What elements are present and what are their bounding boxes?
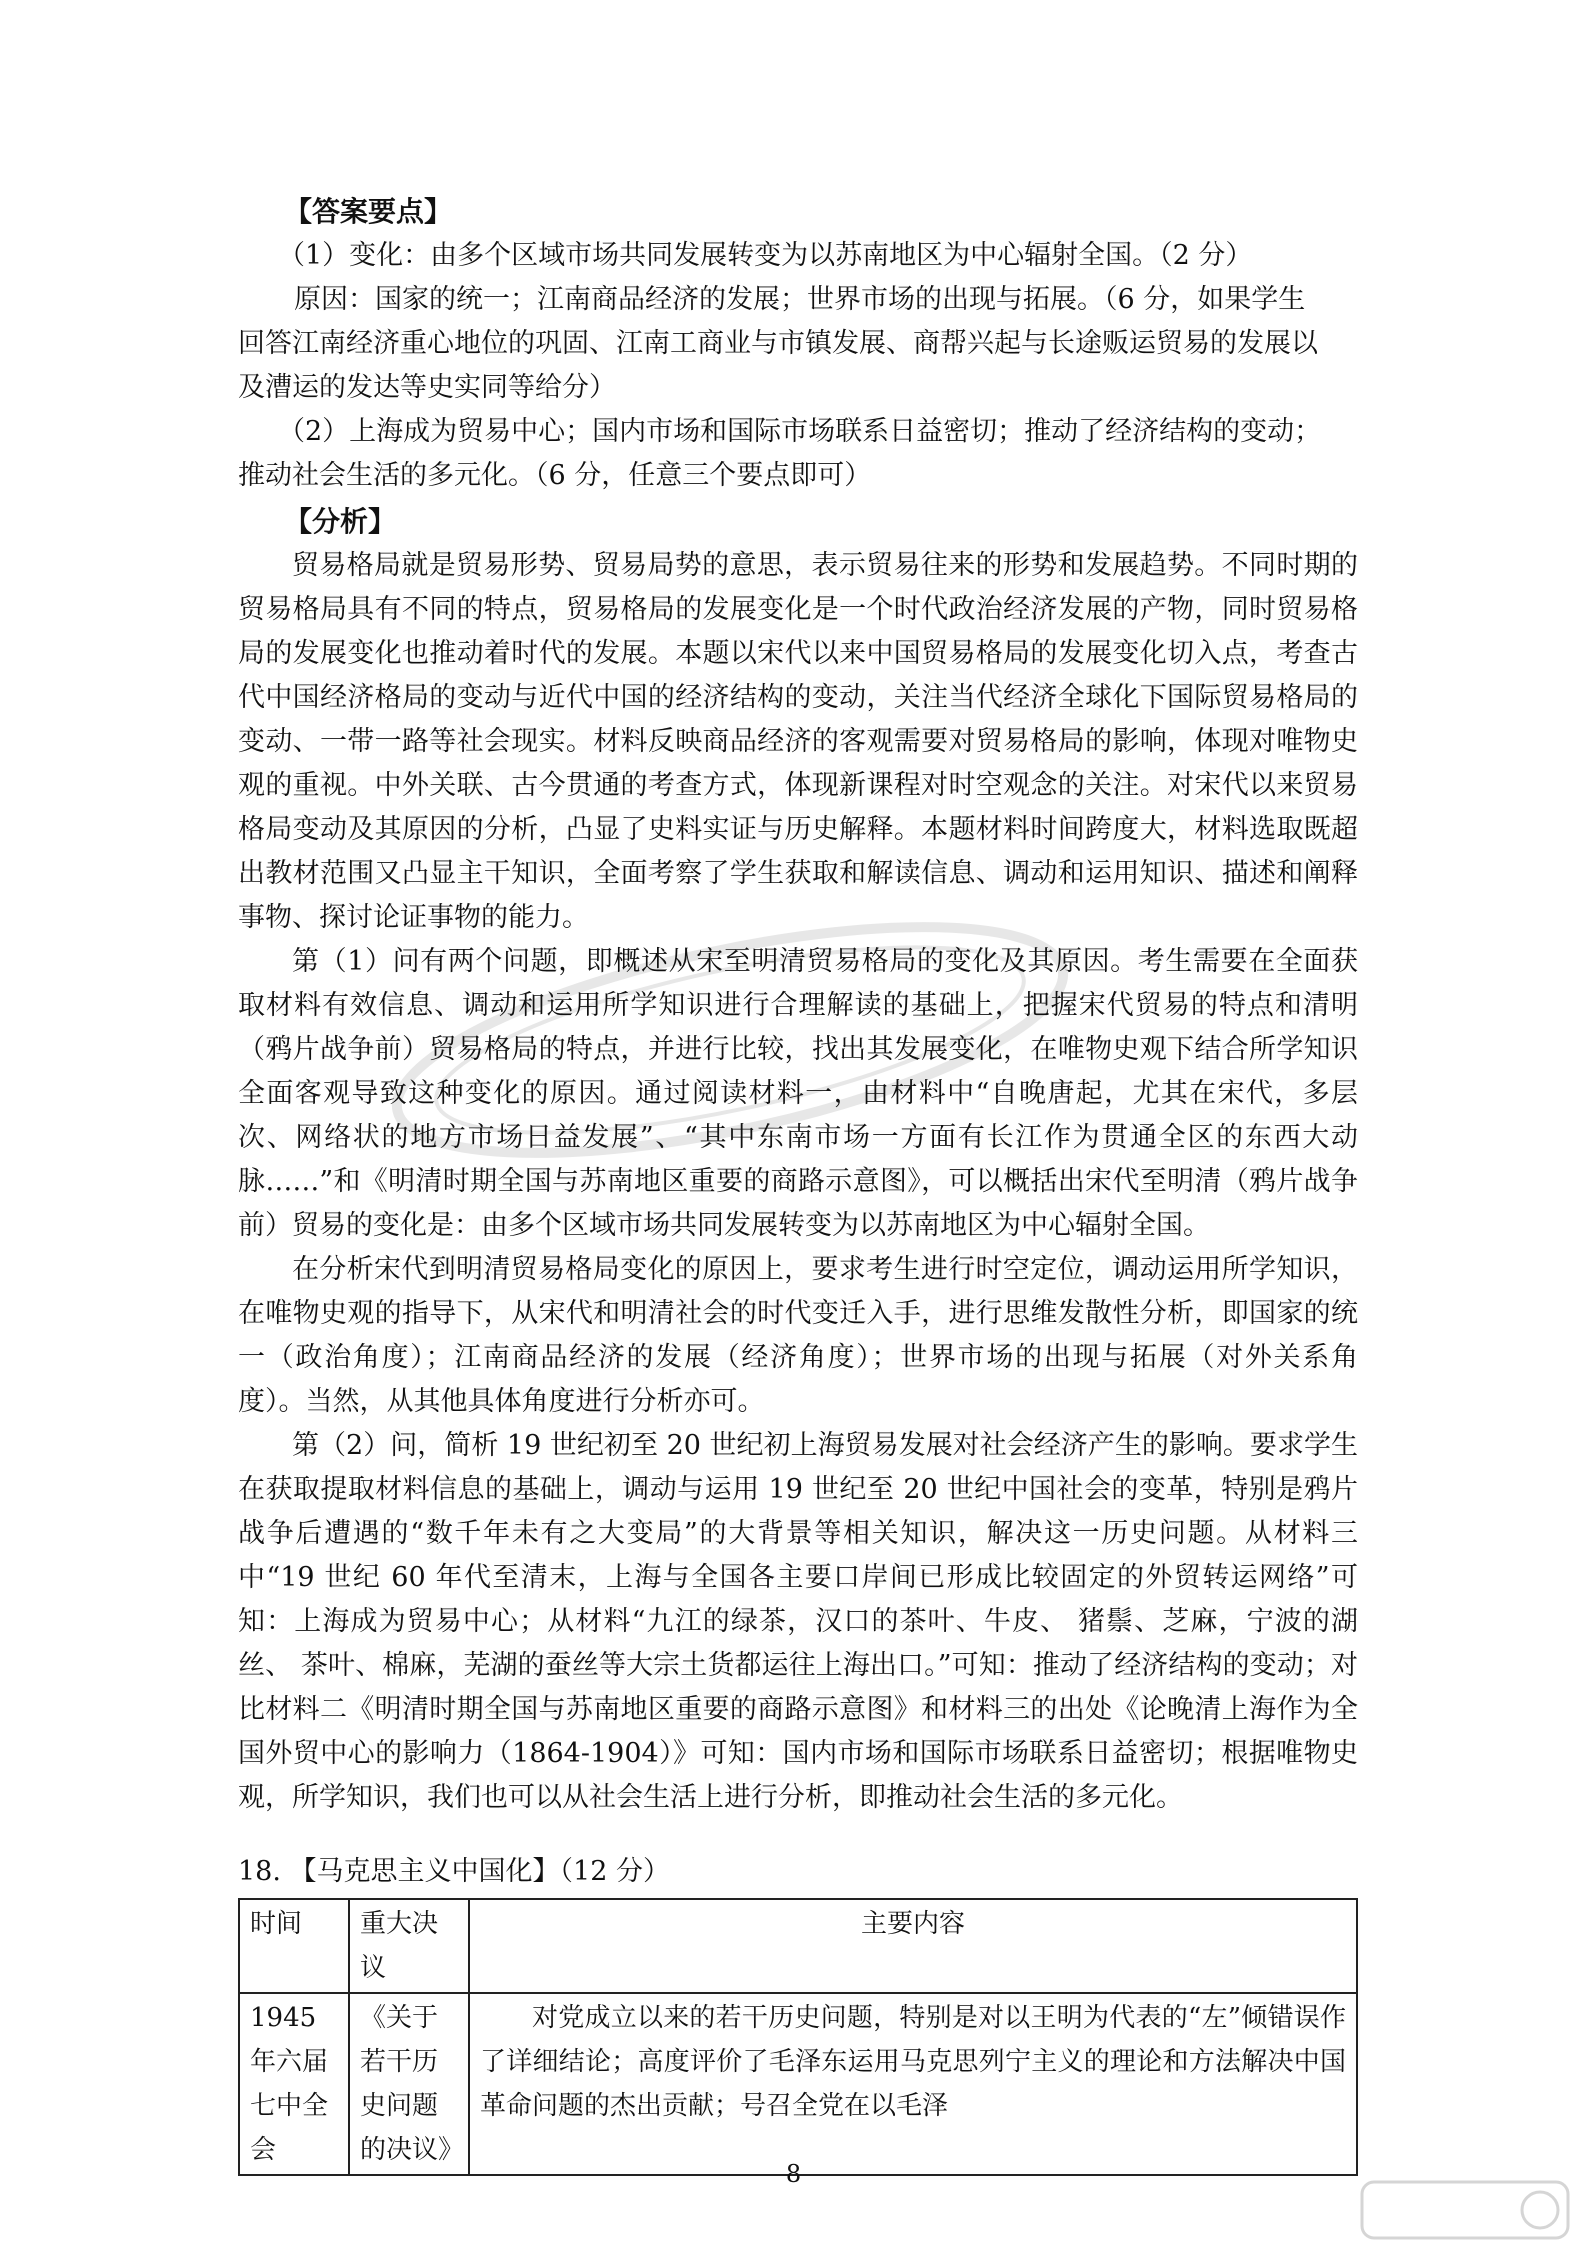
analysis-paragraph: 第（2）问，简析 19 世纪初至 20 世纪初上海贸易发展对社会经济产生的影响。要求学生在获取提取材料信息的基础上，调动与运用 19 世纪至 20 世纪中国社会的变革，特别是鸦片战争后遭遇的“数千年未有之大变局”的大背景等相关知识，解决这一历史问题。从材料三中“19 世纪 60 年代至清末，上海与全国各主要口岸间已形成比较固定的外贸转运网络”可知：上海成为贸易中心；从材料“九江的绿茶，汉口的茶叶、牛皮、 猪鬃、芝麻，宁波的湖丝、 茶叶、棉麻，芜湖的蚕丝等大宗土货都运往上海出口。”可知：推动了经济结构的变动；对比材料二《明清时期全国与苏南地区重要的商路示意图》和材料三的出处《论晚清上海作为全国外贸中心的影响力（1864-1904）》可知：国内市场和国际市场联系日益密切；根据唯物史观，所学知识，我们也可以从社会生活上进行分析，即推动社会生活的多元化。 [238, 1430, 1358, 1813]
resolutions-table [238, 1898, 1358, 2176]
cell-resolution: 《关于若干历史问题的决议》 [349, 1993, 469, 2175]
answer-item1-reason-line: 及漕运的发达等史实同等给分） [238, 372, 616, 403]
table-row [239, 1993, 1357, 2175]
column-header-time: 时间 [239, 1899, 349, 1993]
answer-item2-line: 推动社会生活的多元化。（6 分，任意三个要点即可） [238, 460, 872, 491]
answer-item1-change: （1）变化：由多个区域市场共同发展转变为以苏南地区为中心辐射全国。（2 分） [278, 240, 1253, 271]
cell-content: 对党成立以来的若干历史问题，特别是对以王明为代表的“左”倾错误作了详细结论；高度评价了毛泽东运用马克思列宁主义的理论和方法解决中国革命问题的杰出贡献；号召全党在以毛泽 [469, 1993, 1357, 2175]
answer-item1-reason-line: 回答江南经济重心地位的巩固、江南工商业与市镇发展、商帮兴起与长途贩运贸易的发展以 [238, 328, 1318, 359]
analysis-title: 【分析】 [284, 505, 397, 538]
answer-points-title: 【答案要点】 [284, 195, 453, 228]
analysis-paragraph: 贸易格局就是贸易形势、贸易局势的意思，表示贸易往来的形势和发展趋势。不同时期的贸易格局具有不同的特点，贸易格局的发展变化是一个时代政治经济发展的产物，同时贸易格局的发展变化也推动着时代的发展。本题以宋代以来中国贸易格局的发展变化切入点，考查古代中国经济格局的变动与近代中国的经济结构的变动，关注当代经济全球化下国际贸易格局的变动、一带一路等社会现实。材料反映商品经济的客观需要对贸易格局的影响，体现对唯物史观的重视。中外关联、古今贯通的考查方式，体现新课程对时空观念的关注。对宋代以来贸易格局变动及其原因的分析，凸显了史料实证与历史解释。本题材料时间跨度大，材料选取既超出教材范围又凸显主干知识，全面考察了学生获取和解读信息、调动和运用知识、描述和阐释事物、探讨论证事物的能力。 [238, 550, 1358, 933]
page-number: 8 [785, 2160, 802, 2188]
answer-item1-reason-line: 原因：国家的统一；江南商品经济的发展；世界市场的出现与拓展。（6 分，如果学生 [294, 284, 1306, 315]
analysis-paragraph: 在分析宋代到明清贸易格局变化的原因上，要求考生进行时空定位，调动运用所学知识，在唯物史观的指导下，从宋代和明清社会的时代变迁入手，进行思维发散性分析，即国家的统一（政治角度）；江南商品经济的发展（经济角度）；世界市场的出现与拓展（对外关系角度）。当然，从其他具体角度进行分析亦可。 [238, 1254, 1358, 1417]
column-header-content: 主要内容 [469, 1899, 1357, 1993]
corner-watermark-logo [1360, 2180, 1570, 2240]
main-content [238, 188, 1358, 2176]
analysis-paragraph: 第（1）问有两个问题，即概述从宋至明清贸易格局的变化及其原因。考生需要在全面获取材料有效信息、调动和运用所学知识进行合理解读的基础上，把握宋代贸易的特点和清明（鸦片战争前）贸易格局的特点，并进行比较，找出其发展变化，在唯物史观下结合所学知识全面客观导致这种变化的原因。通过阅读材料一，由材料中“自晚唐起，尤其在宋代，多层次、网络状的地方市场日益发展”、“其中东南市场一方面有长江作为贯通全区的东西大动脉……”和《明清时期全国与苏南地区重要的商路示意图》，可以概括出宋代至明清（鸦片战争前）贸易的变化是：由多个区域市场共同发展转变为以苏南地区为中心辐射全国。 [238, 946, 1358, 1241]
question-18-heading: 18. 【马克思主义中国化】（12 分） [238, 1856, 670, 1887]
cell-time: 1945 年六届七中全会 [239, 1993, 349, 2175]
table-header-row [239, 1899, 1357, 1993]
column-header-resolution: 重大决议 [349, 1899, 469, 1993]
answer-item2-line: （2）上海成为贸易中心；国内市场和国际市场联系日益密切；推动了经济结构的变动； [278, 416, 1322, 447]
